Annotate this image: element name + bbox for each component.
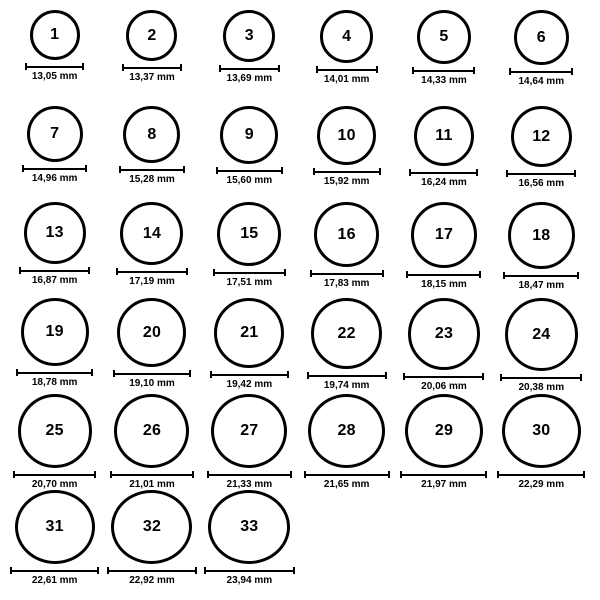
diameter-label: 18,47 mm: [518, 280, 565, 291]
diameter-measure: [500, 374, 582, 393]
ring-size-label: 23: [434, 325, 454, 342]
ring-size-label: 10: [337, 126, 356, 144]
ring-circle: [27, 106, 83, 162]
diameter-measure: [13, 471, 96, 490]
diameter-label: 13,05 mm: [31, 71, 78, 82]
ring-size-label: 3: [244, 27, 254, 44]
ring-circle: [502, 394, 581, 468]
measure-bar-icon: [310, 270, 384, 277]
diameter-label: 16,87 mm: [31, 275, 78, 286]
ring-size-cell[interactable]: [105, 298, 198, 394]
measure-bar-icon: [506, 170, 576, 177]
measure-tick-right-icon: [571, 68, 573, 75]
measure-tick-right-icon: [85, 165, 87, 172]
measure-tick-right-icon: [476, 169, 478, 176]
diameter-label: 15,60 mm: [226, 175, 273, 186]
measure-tick-right-icon: [379, 168, 381, 175]
measure-bar-icon: [116, 268, 188, 275]
diameter-label: 21,65 mm: [323, 479, 370, 490]
measure-line-icon: [110, 474, 194, 476]
ring-size-label: 14: [142, 224, 162, 242]
ring-size-cell[interactable]: [300, 106, 393, 202]
diameter-label: 22,61 mm: [31, 575, 78, 586]
diameter-measure: [16, 369, 93, 388]
measure-bar-icon: [22, 165, 87, 172]
ring-size-label: 30: [532, 422, 551, 439]
ring-circle: [30, 10, 80, 60]
measure-bar-icon: [13, 471, 96, 478]
ring-size-label: 15: [240, 225, 259, 242]
diameter-label: 19,10 mm: [129, 378, 175, 389]
ring-chart-row: [8, 106, 592, 202]
ring-circle: [223, 10, 275, 62]
measure-tick-right-icon: [388, 471, 390, 478]
ring-circle: [417, 10, 471, 64]
diameter-measure: [506, 170, 576, 189]
measure-bar-icon: [497, 471, 585, 478]
ring-size-cell[interactable]: [8, 298, 101, 394]
ring-size-cell[interactable]: [300, 202, 393, 298]
diameter-measure: [122, 64, 182, 83]
ring-size-label: 27: [240, 422, 259, 439]
measure-tick-right-icon: [479, 271, 481, 278]
measure-line-icon: [207, 474, 292, 476]
diameter-label: 23,94 mm: [226, 575, 273, 586]
ring-circle: [405, 394, 483, 468]
diameter-label: 19,42 mm: [226, 379, 273, 390]
measure-bar-icon: [19, 267, 90, 274]
diameter-measure: [307, 372, 387, 391]
ring-size-cell[interactable]: [203, 298, 296, 394]
measure-bar-icon: [16, 369, 93, 376]
ring-size-label: 6: [536, 28, 546, 46]
ring-size-label: 5: [439, 28, 449, 45]
measure-line-icon: [213, 272, 286, 274]
ring-circle: [311, 298, 382, 369]
diameter-measure: [509, 68, 573, 87]
measure-line-icon: [500, 377, 582, 379]
measure-line-icon: [25, 66, 84, 68]
ring-circle: [320, 10, 373, 63]
diameter-label: 20,06 mm: [421, 381, 467, 392]
measure-tick-right-icon: [284, 269, 286, 276]
diameter-measure: [19, 267, 90, 286]
diameter-measure: [313, 168, 381, 187]
measure-tick-right-icon: [385, 372, 387, 379]
measure-tick-right-icon: [94, 471, 96, 478]
measure-bar-icon: [207, 471, 292, 478]
diameter-label: 16,56 mm: [518, 178, 565, 189]
diameter-measure: [25, 63, 84, 82]
diameter-label: 17,19 mm: [129, 276, 175, 287]
measure-tick-right-icon: [278, 65, 280, 72]
ring-size-cell[interactable]: [203, 490, 296, 586]
measure-tick-right-icon: [195, 567, 197, 574]
ring-size-label: 29: [434, 422, 454, 439]
measure-tick-right-icon: [574, 170, 576, 177]
measure-bar-icon: [406, 271, 481, 278]
measure-bar-icon: [304, 471, 390, 478]
measure-line-icon: [409, 172, 478, 174]
measure-bar-icon: [403, 373, 484, 380]
diameter-measure: [503, 272, 579, 291]
ring-circle: [21, 298, 89, 366]
measure-line-icon: [304, 474, 390, 476]
measure-line-icon: [403, 376, 484, 378]
diameter-label: 21,33 mm: [226, 479, 273, 490]
ring-size-label: 25: [45, 422, 64, 439]
ring-chart-row: [8, 202, 592, 298]
measure-tick-right-icon: [82, 63, 84, 70]
measure-line-icon: [497, 474, 585, 476]
measure-tick-right-icon: [189, 370, 191, 377]
diameter-label: 18,78 mm: [31, 377, 78, 388]
ring-circle: [117, 298, 186, 367]
diameter-measure: [22, 165, 87, 184]
measure-bar-icon: [400, 471, 487, 478]
ring-size-cell[interactable]: [105, 106, 198, 202]
diameter-measure: [406, 271, 481, 290]
measure-bar-icon: [316, 66, 378, 73]
ring-size-cell[interactable]: [105, 202, 198, 298]
ring-circle: [114, 394, 189, 468]
ring-chart-row: [8, 298, 592, 394]
ring-size-cell[interactable]: [203, 394, 296, 490]
measure-line-icon: [122, 67, 182, 69]
ring-circle: [505, 298, 578, 371]
ring-size-cell[interactable]: [105, 394, 198, 490]
measure-bar-icon: [412, 67, 475, 74]
diameter-label: 22,92 mm: [129, 575, 175, 586]
measure-line-icon: [219, 68, 280, 70]
ring-size-label: 31: [45, 518, 64, 535]
ring-circle: [24, 202, 86, 264]
diameter-label: 20,38 mm: [518, 382, 565, 393]
diameter-label: 13,37 mm: [129, 72, 175, 83]
ring-circle: [411, 202, 477, 268]
ring-size-label: 21: [240, 324, 259, 341]
measure-tick-right-icon: [473, 67, 475, 74]
ring-size-label: 17: [434, 226, 454, 243]
ring-circle: [126, 10, 177, 61]
measure-line-icon: [310, 273, 384, 275]
ring-size-cell[interactable]: [300, 394, 393, 490]
measure-tick-right-icon: [91, 369, 93, 376]
diameter-measure: [207, 471, 292, 490]
ring-size-cell[interactable]: [495, 202, 588, 298]
diameter-label: 21,97 mm: [421, 479, 467, 490]
ring-size-label: 22: [337, 324, 356, 342]
diameter-measure: [107, 567, 197, 586]
measure-bar-icon: [409, 169, 478, 176]
diameter-measure: [219, 65, 280, 84]
diameter-measure: [119, 166, 185, 185]
ring-size-cell[interactable]: [8, 202, 101, 298]
ring-size-cell[interactable]: [495, 106, 588, 202]
diameter-measure: [113, 370, 191, 389]
diameter-label: 22,29 mm: [518, 479, 565, 490]
ring-size-cell[interactable]: [495, 10, 588, 106]
ring-size-cell[interactable]: [203, 10, 296, 106]
diameter-measure: [412, 67, 475, 86]
diameter-label: 18,15 mm: [421, 279, 467, 290]
ring-size-cell[interactable]: [8, 490, 101, 586]
measure-tick-right-icon: [183, 166, 185, 173]
ring-circle: [120, 202, 183, 265]
measure-tick-right-icon: [382, 270, 384, 277]
ring-circle: [111, 490, 192, 564]
measure-line-icon: [22, 168, 87, 170]
ring-size-cell[interactable]: [8, 394, 101, 490]
ring-size-cell[interactable]: [397, 394, 490, 490]
ring-size-label: 13: [45, 224, 64, 241]
measure-bar-icon: [119, 166, 185, 173]
ring-circle: [217, 202, 281, 266]
measure-line-icon: [107, 570, 197, 572]
diameter-label: 14,01 mm: [323, 74, 370, 85]
measure-tick-right-icon: [482, 373, 484, 380]
ring-chart-row: [8, 394, 592, 490]
ring-circle: [508, 202, 575, 269]
ring-size-cell[interactable]: [8, 10, 101, 106]
ring-size-cell[interactable]: [8, 106, 101, 202]
measure-line-icon: [10, 570, 99, 572]
measure-line-icon: [316, 69, 378, 71]
diameter-label: 20,70 mm: [31, 479, 78, 490]
measure-line-icon: [506, 173, 576, 175]
diameter-label: 13,69 mm: [226, 73, 273, 84]
ring-circle: [123, 106, 180, 163]
ring-size-label: 2: [147, 26, 157, 44]
ring-circle: [18, 394, 92, 468]
measure-bar-icon: [25, 63, 84, 70]
ring-size-cell[interactable]: [495, 298, 588, 394]
measure-bar-icon: [210, 371, 289, 378]
ring-size-label: 16: [337, 225, 356, 243]
measure-line-icon: [400, 474, 487, 476]
measure-line-icon: [204, 570, 295, 572]
measure-tick-right-icon: [290, 471, 292, 478]
measure-line-icon: [116, 271, 188, 273]
ring-size-label: 32: [142, 518, 162, 535]
ring-size-label: 26: [142, 422, 162, 439]
measure-line-icon: [412, 70, 475, 72]
measure-line-icon: [13, 474, 96, 476]
measure-bar-icon: [110, 471, 194, 478]
measure-line-icon: [406, 274, 481, 276]
ring-circle: [414, 106, 474, 166]
measure-tick-right-icon: [485, 471, 487, 478]
ring-size-cell[interactable]: [397, 202, 490, 298]
ring-size-cell[interactable]: [105, 10, 198, 106]
measure-bar-icon: [509, 68, 573, 75]
ring-circle: [514, 10, 569, 65]
measure-tick-right-icon: [97, 567, 99, 574]
ring-size-label: 4: [342, 27, 352, 45]
measure-bar-icon: [503, 272, 579, 279]
ring-size-cell[interactable]: [203, 106, 296, 202]
measure-tick-right-icon: [281, 167, 283, 174]
measure-tick-right-icon: [180, 64, 182, 71]
measure-line-icon: [119, 169, 185, 171]
measure-bar-icon: [500, 374, 582, 381]
ring-size-cell[interactable]: [397, 10, 490, 106]
ring-size-label: 20: [142, 323, 162, 341]
measure-bar-icon: [10, 567, 99, 574]
diameter-label: 17,51 mm: [226, 277, 273, 288]
ring-size-label: 11: [435, 127, 453, 144]
ring-circle: [208, 490, 290, 564]
diameter-label: 14,96 mm: [31, 173, 78, 184]
ring-size-label: 24: [532, 325, 551, 343]
measure-line-icon: [216, 170, 283, 172]
diameter-label: 15,28 mm: [129, 174, 175, 185]
diameter-measure: [316, 66, 378, 85]
diameter-measure: [204, 567, 295, 586]
ring-size-label: 8: [147, 125, 157, 143]
diameter-measure: [400, 471, 487, 490]
diameter-measure: [10, 567, 99, 586]
diameter-measure: [110, 471, 194, 490]
measure-line-icon: [503, 275, 579, 277]
measure-bar-icon: [107, 567, 197, 574]
measure-bar-icon: [113, 370, 191, 377]
diameter-measure: [497, 471, 585, 490]
ring-size-label: 28: [337, 422, 356, 439]
measure-bar-icon: [219, 65, 280, 72]
measure-tick-right-icon: [580, 374, 582, 381]
ring-size-cell[interactable]: [495, 394, 588, 490]
ring-chart-row: [8, 10, 592, 106]
measure-bar-icon: [216, 167, 283, 174]
diameter-label: 15,92 mm: [323, 176, 370, 187]
ring-circle: [15, 490, 95, 564]
ring-circle: [308, 394, 385, 468]
measure-line-icon: [210, 374, 289, 376]
measure-line-icon: [113, 373, 191, 375]
ring-size-cell[interactable]: [397, 106, 490, 202]
ring-size-cell[interactable]: [300, 10, 393, 106]
ring-circle: [314, 202, 379, 267]
ring-size-cell[interactable]: [397, 298, 490, 394]
measure-line-icon: [16, 372, 93, 374]
ring-size-label: 19: [45, 323, 64, 340]
measure-bar-icon: [204, 567, 295, 574]
measure-tick-right-icon: [577, 272, 579, 279]
ring-size-label: 1: [50, 26, 60, 43]
ring-size-cell[interactable]: [300, 298, 393, 394]
measure-bar-icon: [307, 372, 387, 379]
ring-circle: [317, 106, 376, 165]
measure-line-icon: [307, 375, 387, 377]
ring-circle: [220, 106, 278, 164]
measure-line-icon: [509, 71, 573, 73]
ring-circle: [211, 394, 287, 468]
measure-bar-icon: [313, 168, 381, 175]
diameter-label: 21,01 mm: [129, 479, 175, 490]
measure-tick-right-icon: [287, 371, 289, 378]
diameter-measure: [116, 268, 188, 287]
measure-bar-icon: [122, 64, 182, 71]
ring-size-label: 9: [244, 126, 254, 143]
diameter-label: 17,83 mm: [323, 278, 370, 289]
diameter-measure: [409, 169, 478, 188]
ring-circle: [214, 298, 284, 368]
measure-bar-icon: [213, 269, 286, 276]
diameter-measure: [310, 270, 384, 289]
measure-tick-right-icon: [186, 268, 188, 275]
ring-size-cell[interactable]: [105, 490, 198, 586]
diameter-measure: [213, 269, 286, 288]
ring-circle: [511, 106, 572, 167]
diameter-label: 16,24 mm: [421, 177, 467, 188]
measure-tick-right-icon: [583, 471, 585, 478]
diameter-measure: [403, 373, 484, 392]
ring-size-label: 12: [532, 127, 551, 145]
diameter-label: 14,64 mm: [518, 76, 565, 87]
ring-size-label: 18: [532, 226, 551, 244]
diameter-measure: [210, 371, 289, 390]
measure-tick-right-icon: [192, 471, 194, 478]
ring-chart-row: [8, 490, 592, 586]
ring-size-label: 33: [240, 518, 259, 535]
measure-line-icon: [313, 171, 381, 173]
ring-size-cell[interactable]: [203, 202, 296, 298]
ring-size-label: 7: [50, 125, 60, 142]
diameter-measure: [304, 471, 390, 490]
measure-line-icon: [19, 270, 90, 272]
diameter-label: 14,33 mm: [421, 75, 467, 86]
diameter-measure: [216, 167, 283, 186]
ring-circle: [408, 298, 480, 370]
measure-tick-right-icon: [88, 267, 90, 274]
diameter-label: 19,74 mm: [323, 380, 370, 391]
measure-tick-right-icon: [293, 567, 295, 574]
measure-tick-right-icon: [376, 66, 378, 73]
